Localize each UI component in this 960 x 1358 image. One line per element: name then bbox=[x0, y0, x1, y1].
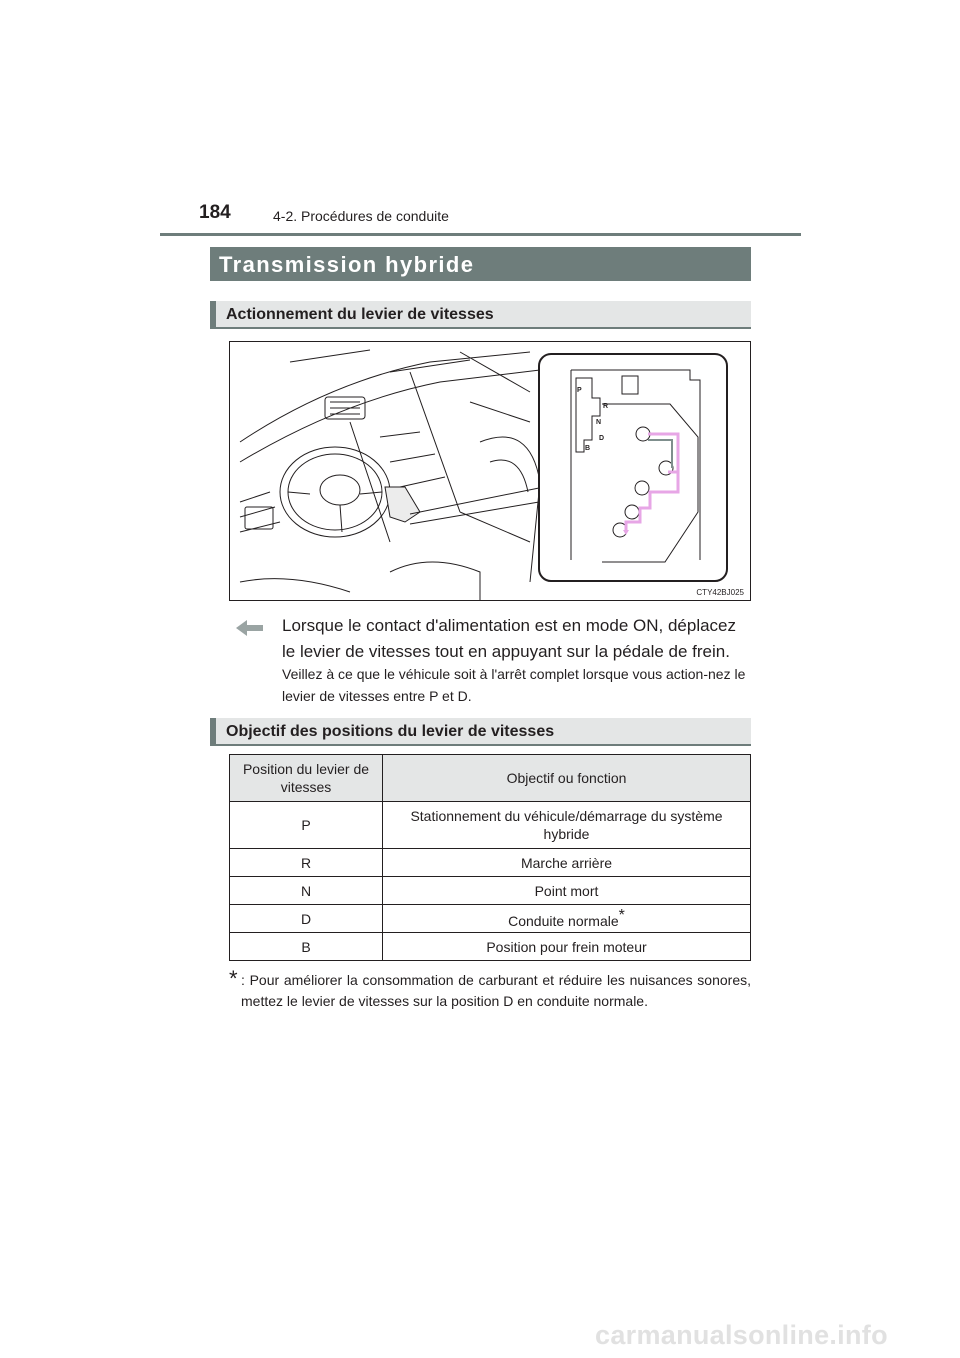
gate-label-r: R bbox=[603, 403, 609, 410]
table-row bbox=[230, 905, 751, 933]
table-cell-function: Point mort bbox=[383, 877, 751, 905]
gate-label-b: B bbox=[585, 445, 591, 452]
table-cell-function bbox=[383, 905, 751, 933]
footnote bbox=[229, 966, 751, 1012]
footnote-text: : Pour améliorer la consommation de carburant et réduire les nuisances sonores, mettez le levier de vitesses sur la position D en conduite normale. bbox=[241, 972, 751, 1009]
table-cell-position: B bbox=[230, 933, 383, 961]
table-cell-position: P bbox=[230, 802, 383, 849]
section-breadcrumb: 4-2. Procédures de conduite bbox=[273, 208, 449, 224]
table-cell-function: Marche arrière bbox=[383, 849, 751, 877]
footnote-marker: * bbox=[618, 907, 625, 924]
shift-lever-illustration bbox=[229, 341, 751, 601]
table-cell-function-text: Conduite normale bbox=[508, 913, 619, 929]
table-row bbox=[230, 877, 751, 905]
table-row bbox=[230, 933, 751, 961]
instruction-text: Lorsque le contact d'alimentation est en mode ON, déplacez le levier de vitesses tout en appuyant sur la pédale de frein. bbox=[282, 616, 737, 661]
table-header-position: Position du levier de vitesses bbox=[230, 755, 383, 802]
section-heading-shift-positions: Objectif des positions du levier de vitesses bbox=[210, 718, 751, 746]
section-heading-shift-operation: Actionnement du levier de vitesses bbox=[210, 301, 751, 329]
table-header-row bbox=[230, 755, 751, 802]
table-cell-function: Position pour frein moteur bbox=[383, 933, 751, 961]
arrow-left-icon bbox=[236, 619, 264, 637]
footnote-star: * bbox=[229, 966, 238, 991]
illustration-code: CTY42BJ025 bbox=[696, 588, 744, 597]
table-cell-function: Stationnement du véhicule/démarrage du système hybride bbox=[383, 802, 751, 849]
page-number: 184 bbox=[199, 202, 231, 223]
table-row bbox=[230, 849, 751, 877]
shift-position-table bbox=[229, 754, 751, 961]
note-text: Veillez à ce que le véhicule soit à l'arrêt complet lorsque vous action-nez le levier de vitesses entre P et D. bbox=[282, 666, 746, 704]
header-divider bbox=[160, 233, 801, 236]
gate-label-d: D bbox=[599, 435, 605, 442]
gate-label-p: P bbox=[577, 387, 582, 394]
cockpit-drawing bbox=[230, 342, 751, 601]
footnote-body: Pour améliorer la consommation de carburant et réduire les nuisances sonores, mettez le levier de vitesses sur la position D en conduite normale. bbox=[241, 972, 751, 1009]
gate-label-n: N bbox=[596, 419, 602, 426]
table-cell-position: R bbox=[230, 849, 383, 877]
watermark: carmanualsonline.info bbox=[595, 1320, 888, 1350]
table-row bbox=[230, 802, 751, 849]
table-cell-position: N bbox=[230, 877, 383, 905]
table-cell-position: D bbox=[230, 905, 383, 933]
table-header-function: Objectif ou fonction bbox=[383, 755, 751, 802]
page-title: Transmission hybride bbox=[210, 247, 751, 281]
